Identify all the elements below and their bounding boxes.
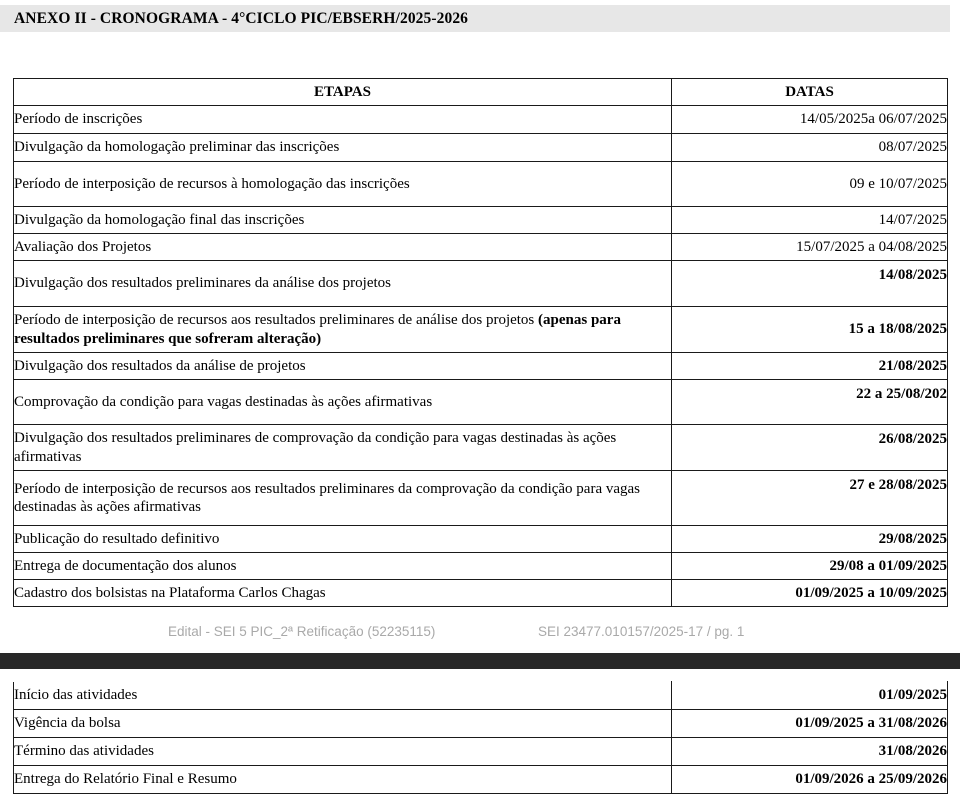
document-title-band [0, 5, 950, 32]
etapa-label: Período de inscrições [14, 111, 143, 128]
etapa-cell [14, 425, 672, 471]
data-cell: 14/07/2025 [672, 207, 948, 234]
etapa-cell [14, 526, 672, 553]
etapa-label: Divulgação dos resultados da análise de projetos [14, 357, 306, 374]
etapa-cell [14, 261, 672, 307]
data-cell: 01/09/2025 [672, 682, 948, 710]
table-row [14, 207, 948, 234]
column-header-etapas: ETAPAS [14, 79, 672, 106]
data-cell: 01/09/2026 a 25/09/2026 [672, 766, 948, 794]
etapa-label: Divulgação dos resultados preliminares de comprovação da condição para vagas destinadas às ações afirmativas [14, 430, 617, 465]
etapa-cell [14, 471, 672, 526]
etapa-cell [14, 162, 672, 207]
etapa-label: Entrega de documentação dos alunos [14, 557, 237, 574]
footer-sei-reference: SEI 23477.010157/2025-17 / pg. 1 [538, 623, 745, 639]
etapa-label: Período de interposição de recursos aos resultados preliminares de análise dos projetos [14, 312, 539, 329]
etapa-cell: Entrega do Relatório Final e Resumo [14, 766, 672, 794]
table-row [14, 307, 948, 353]
table-row [14, 261, 948, 307]
table-row [14, 766, 948, 794]
data-cell: 01/09/2025 a 10/09/2025 [672, 580, 948, 607]
etapa-cell [14, 106, 672, 134]
etapa-label: Comprovação da condição para vagas destinadas às ações afirmativas [14, 393, 433, 410]
etapa-label: Avaliação dos Projetos [14, 238, 152, 255]
etapa-cell [14, 134, 672, 162]
page-break-separator [0, 653, 960, 669]
etapa-cell: Vigência da bolsa [14, 710, 672, 738]
data-cell: 08/07/2025 [672, 134, 948, 162]
data-cell: 14/08/2025 [672, 261, 948, 307]
table-row [14, 710, 948, 738]
etapa-label: Período de interposição de recursos à homologação das inscrições [14, 175, 410, 192]
table-header-row [14, 79, 948, 106]
etapa-label: Divulgação da homologação final das inscrições [14, 211, 305, 228]
table-row [14, 162, 948, 207]
table-row [14, 682, 948, 710]
page-footer [0, 620, 960, 642]
etapa-cell [14, 307, 672, 353]
data-cell: 26/08/2025 [672, 425, 948, 471]
etapa-cell [14, 234, 672, 261]
schedule-table [13, 78, 948, 607]
table-row [14, 471, 948, 526]
table-row [14, 425, 948, 471]
table-row [14, 526, 948, 553]
table-row [14, 134, 948, 162]
etapa-label-emphasis: (apenas para resultados preliminares que sofreram alteração) [14, 312, 621, 347]
data-cell: 31/08/2026 [672, 738, 948, 766]
etapa-cell [14, 380, 672, 425]
etapa-label: Divulgação da homologação preliminar das inscrições [14, 139, 340, 156]
etapa-label: Período de interposição de recursos aos resultados preliminares da comprovação da condição para vagas destinadas às ações afirmativas [14, 480, 641, 515]
data-cell: 15 a 18/08/2025 [672, 307, 948, 353]
column-header-datas: DATAS [672, 79, 948, 106]
etapa-cell [14, 553, 672, 580]
data-cell: 27 e 28/08/2025 [672, 471, 948, 526]
table-row [14, 106, 948, 134]
etapa-cell [14, 207, 672, 234]
data-cell: 15/07/2025 a 04/08/2025 [672, 234, 948, 261]
data-cell: 21/08/2025 [672, 353, 948, 380]
data-cell: 14/05/2025a 06/07/2025 [672, 106, 948, 134]
table-row [14, 353, 948, 380]
table-row [14, 738, 948, 766]
table-row [14, 380, 948, 425]
etapa-cell [14, 580, 672, 607]
etapa-cell: Início das atividades [14, 682, 672, 710]
table-row [14, 580, 948, 607]
etapa-cell [14, 353, 672, 380]
data-cell: 29/08 a 01/09/2025 [672, 553, 948, 580]
table-row [14, 234, 948, 261]
table-row [14, 553, 948, 580]
schedule-table-continued [13, 681, 948, 794]
etapa-cell: Término das atividades [14, 738, 672, 766]
data-cell: 09 e 10/07/2025 [672, 162, 948, 207]
page-title: ANEXO II - CRONOGRAMA - 4°CICLO PIC/EBSERH/2025-2026 [14, 9, 469, 27]
data-cell: 01/09/2025 a 31/08/2026 [672, 710, 948, 738]
data-cell: 22 a 25/08/202 [672, 380, 948, 425]
footer-document-label: Edital - SEI 5 PIC_2ª Retificação (52235115) [168, 623, 436, 639]
etapa-label: Cadastro dos bolsistas na Plataforma Carlos Chagas [14, 584, 326, 601]
etapa-label: Divulgação dos resultados preliminares da análise dos projetos [14, 275, 391, 292]
etapa-label: Publicação do resultado definitivo [14, 530, 220, 547]
data-cell: 29/08/2025 [672, 526, 948, 553]
